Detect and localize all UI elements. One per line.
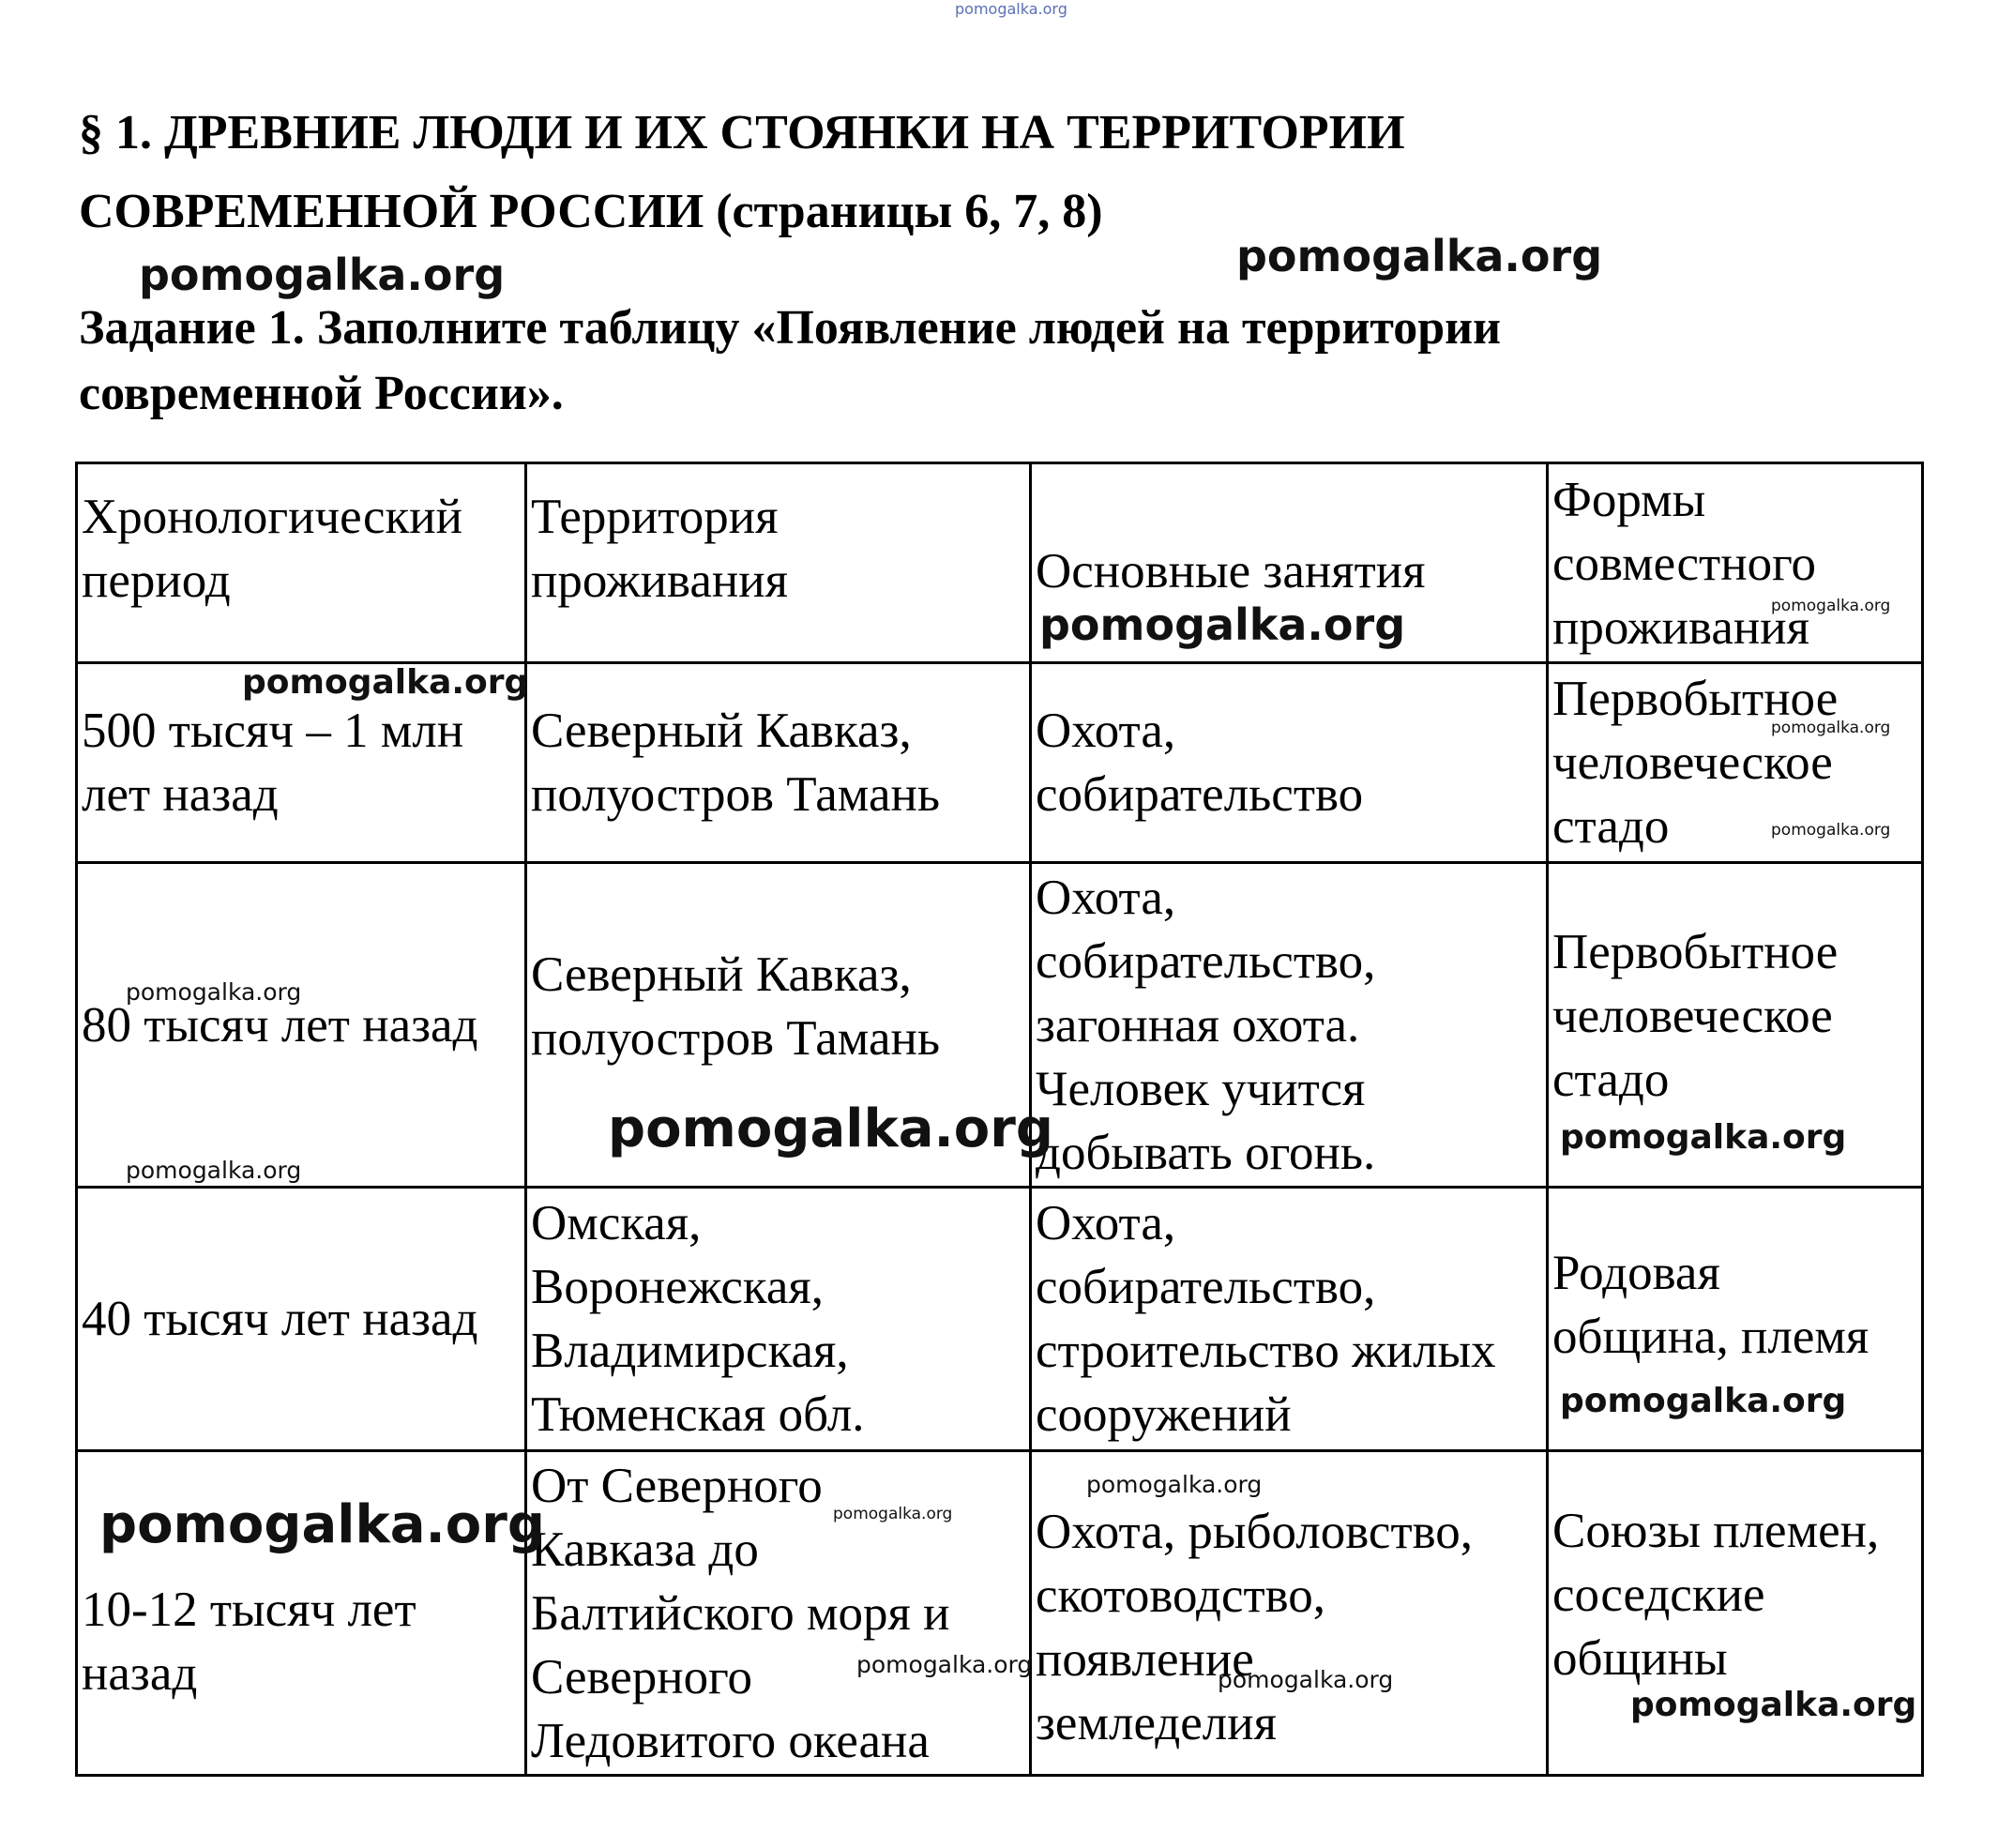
section-title-line1: § 1. ДРЕВНИЕ ЛЮДИ И ИХ СТОЯНКИ НА ТЕРРИТОРИИ <box>79 106 1405 159</box>
watermark: pomogalka.org <box>1771 821 1891 840</box>
watermark: pomogalka.org <box>1771 719 1891 737</box>
watermark: pomogalka.org <box>608 1098 1053 1159</box>
cell-forms: Родовая община, племя <box>1548 1188 1923 1451</box>
watermark: pomogalka.org <box>1086 1471 1263 1498</box>
cell-period: 500 тысяч – 1 млн лет назад <box>77 663 526 863</box>
cell-forms: Первобытное человеческое стадо <box>1548 663 1923 863</box>
watermark: pomogalka.org <box>126 1157 302 1184</box>
watermark: pomogalka.org <box>1218 1666 1394 1693</box>
cell-period: 80 тысяч лет назад <box>77 863 526 1188</box>
watermark: pomogalka.org <box>242 663 529 702</box>
cell-occupations: Охота, собирательство, загонная охота. Человек учится добывать огонь. <box>1031 863 1548 1188</box>
cell-territory: Северный Кавказ, полуостров Тамань <box>526 863 1031 1188</box>
watermark: pomogalka.org <box>1630 1686 1917 1724</box>
watermark: pomogalka.org <box>126 978 302 1006</box>
watermark-top: pomogalka.org <box>955 0 1067 18</box>
header-occupations: Основные занятия <box>1031 463 1548 663</box>
table-header-row <box>77 463 1923 663</box>
cell-period: 40 тысяч лет назад <box>77 1188 526 1451</box>
cell-forms: Первобытное человеческое стадо <box>1548 863 1923 1188</box>
section-title-line2: СОВРЕМЕННОЙ РОССИИ (страницы 6, 7, 8) <box>79 185 1103 238</box>
header-forms: Формы совместного проживания <box>1548 463 1923 663</box>
watermark: pomogalka.org <box>139 250 506 300</box>
task-title <box>79 295 1501 427</box>
watermark: pomogalka.org <box>1236 231 1603 281</box>
cell-territory: Северный Кавказ, полуостров Тамань <box>526 663 1031 863</box>
cell-territory: От Северного Кавказа до Балтийского моря и Северного Ледовитого океана <box>526 1451 1031 1776</box>
cell-territory: Омская, Воронежская, Владимирская, Тюменская обл. <box>526 1188 1031 1451</box>
cell-occupations: Охота, собирательство <box>1031 663 1548 863</box>
watermark: pomogalka.org <box>1039 599 1406 650</box>
watermark: pomogalka.org <box>1560 1118 1847 1157</box>
watermark: pomogalka.org <box>1560 1382 1847 1420</box>
task-title-line2: современной России». <box>79 367 564 420</box>
cell-forms: Союзы племен, соседские общины <box>1548 1451 1923 1776</box>
cell-occupations: Охота, рыболовство, скотоводство, появление земледелия <box>1031 1451 1548 1776</box>
cell-period: 10-12 тысяч лет назад <box>77 1451 526 1776</box>
watermark: pomogalka.org <box>856 1651 1033 1678</box>
watermark: pomogalka.org <box>1771 597 1891 615</box>
header-territory: Территория проживания <box>526 463 1031 663</box>
cell-occupations: Охота, собирательство, строительство жилых сооружений <box>1031 1188 1548 1451</box>
section-title <box>79 94 1405 251</box>
watermark: pomogalka.org <box>833 1505 953 1523</box>
header-period: Хронологический период <box>77 463 526 663</box>
watermark: pomogalka.org <box>99 1494 545 1555</box>
task-title-line1: Задание 1. Заполните таблицу «Появление людей на территории <box>79 301 1502 355</box>
